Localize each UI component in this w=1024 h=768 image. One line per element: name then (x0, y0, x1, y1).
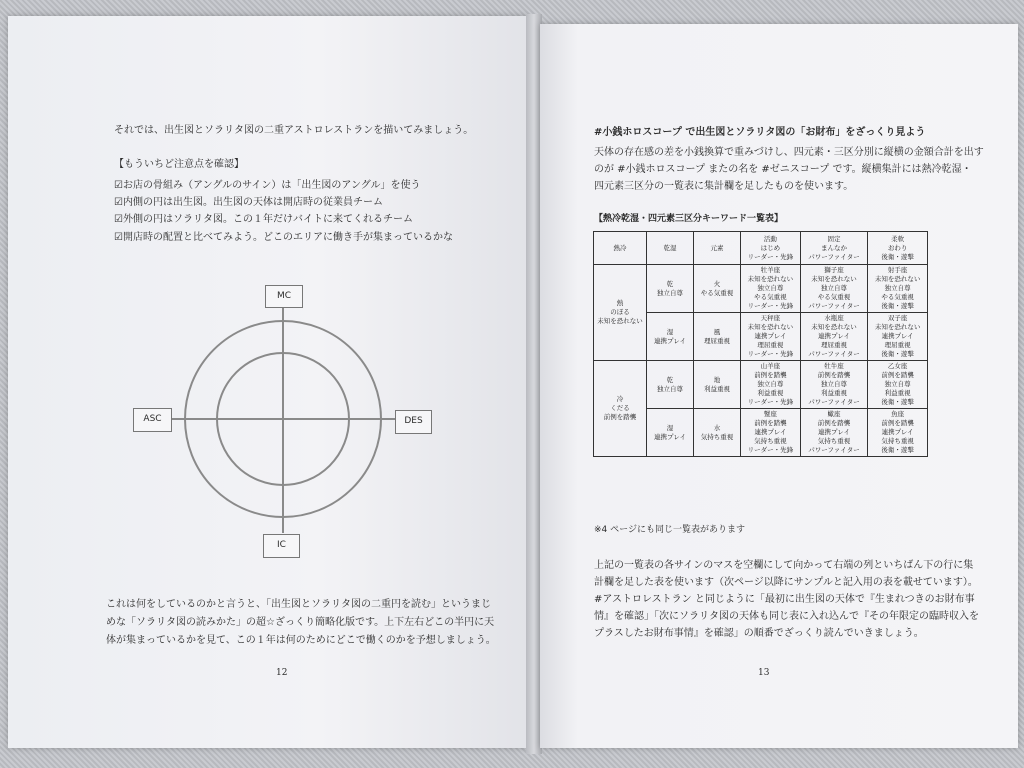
asc-label: ASC (133, 408, 172, 432)
wet-cell: 湿 連携プレイ (647, 409, 694, 457)
header-fixed: 固定 まんなか パワーファイター (800, 232, 867, 265)
sign-cell-virgo: 乙女座 前例を踏襲 独立自尊 利益重視 後衛・遊撃 (868, 361, 928, 409)
dry-cell: 乾 独立自尊 (647, 361, 694, 409)
keyword-table (593, 231, 928, 457)
right-closing-line: 情』を確認」「次にソラリタ図の天体も同じ表に入れ込んで『その年限定の臨時収入を (594, 611, 979, 622)
sign-cell-gemini: 双子座 未知を恐れない 連携プレイ 理屈重視 後衛・遊撃 (868, 313, 928, 361)
right-closing-line: #アストロレストラン と同じように「最初に出生図の天体で『生まれつきのお財布事 (594, 594, 975, 605)
water-cell: 水 気持ち重視 (694, 409, 741, 457)
sign-cell-taurus: 牡牛座 前例を踏襲 独立自尊 利益重視 パワーファイター (800, 361, 867, 409)
left-intro: それでは、出生図とソラリタ図の二重アストロレストランを描いてみましょう。 (114, 125, 474, 136)
header-element: 元素 (694, 232, 741, 265)
right-intro-line: のが #小銭ホロスコープ またの名を #ゼニスコープ です。縦横集計には熱冷乾湿・ (594, 164, 972, 175)
earth-cell: 地 利益重視 (694, 361, 741, 409)
header-hot-cold: 熱冷 (594, 232, 647, 265)
cold-cell: 冷 くだる 前例を踏襲 (594, 361, 647, 457)
mc-label: MC (265, 285, 303, 308)
checklist-title: 【もういちど注意点を確認】 (114, 159, 244, 170)
sign-cell-capricorn: 山羊座 前例を踏襲 独立自尊 利益重視 リーダー・先鋒 (741, 361, 801, 409)
sign-cell-scorpio: 蠍座 前例を踏襲 連携プレイ 気持ち重視 パワーファイター (800, 409, 867, 457)
checklist-item: ☑お店の骨組み（アングルのサイン）は「出生図のアングル」を使う (114, 180, 421, 191)
des-label: DES (395, 410, 432, 434)
header-dry-wet: 乾湿 (647, 232, 694, 265)
sign-cell-cancer: 蟹座 前例を踏襲 連携プレイ 気持ち重視 リーダー・先鋒 (741, 409, 801, 457)
right-intro-line: 天体の存在感の差を小銭換算で重みづけし、四元素・三区分別に縦横の金額合計を出す (594, 147, 984, 158)
left-closing-line: 体が集まっているかを見て、この１年は何のためにどこで働くのかを予想しましょう。 (106, 635, 496, 646)
hot-cell: 熱 のぼる 未知を恐れない (594, 265, 647, 361)
right-intro-line: 四元素三区分の一覧表に集計欄を足したものを使います。 (594, 181, 854, 192)
right-closing-line: 上記の一覧表の各サインのマスを空欄にして向かって右端の列といちばん下の行に集 (594, 560, 974, 571)
ic-label: IC (263, 534, 300, 558)
fire-cell: 火 やる気重視 (694, 265, 741, 313)
sign-cell-libra: 天秤座 未知を恐れない 連携プレイ 理屈重視 リーダー・先鋒 (741, 313, 801, 361)
header-cardinal: 活動 はじめ リーダー・先鋒 (741, 232, 801, 265)
page-number-left: 12 (276, 668, 288, 678)
sign-cell-aries: 牡羊座 未知を恐れない 独立自尊 やる気重視 リーダー・先鋒 (741, 265, 801, 313)
dry-cell: 乾 独立自尊 (647, 265, 694, 313)
sign-cell-pisces: 魚座 前例を踏襲 連携プレイ 気持ち重視 後衛・遊撃 (868, 409, 928, 457)
sign-cell-aquarius: 水瓶座 未知を恐れない 連携プレイ 理屈重視 パワーファイター (800, 313, 867, 361)
left-closing-line: これは何をしているのかと言うと、「出生図とソラリタ図の二重円を読む」というまじ (106, 599, 491, 610)
table-title: 【熱冷乾湿・四元素三区分キーワード一覧表】 (594, 214, 784, 224)
right-heading: #小銭ホロスコープ で出生図とソラリタ図の「お財布」をざっくり見よう (594, 127, 926, 138)
table-header-row (594, 232, 928, 265)
checklist-item: ☑外側の円はソラリタ図。この１年だけバイトに来てくれるチーム (114, 214, 413, 225)
page-number-right: 13 (758, 668, 770, 678)
right-closing-line: 計欄を足した表を使います（次ページ以降にサンプルと記入用の表を載せています）。 (594, 577, 978, 588)
checklist-item: ☑開店時の配置と比べてみよう。どこのエリアに働き手が集まっているかな (114, 232, 453, 243)
wet-cell: 湿 連携プレイ (647, 313, 694, 361)
air-cell: 風 理屈重視 (694, 313, 741, 361)
header-mutable: 柔軟 おわり 後衛・遊撃 (868, 232, 928, 265)
sign-cell-sagittarius: 射手座 未知を恐れない 独立自尊 やる気重視 後衛・遊撃 (868, 265, 928, 313)
left-closing-line: めな「ソラリタ図の読みかた」の超☆ざっくり簡略化版です。上下左右どこの半円に天 (106, 617, 495, 628)
right-closing-line: プラスしたお財布事情』を確認」の順番でざっくり読んでいきましょう。 (594, 628, 924, 639)
checklist-item: ☑内側の円は出生図。出生図の天体は開店時の従業員チーム (114, 197, 383, 208)
table-row-fire (594, 265, 928, 313)
table-note: ※4 ページにも同じ一覧表があります (594, 525, 745, 535)
table-row-earth (594, 361, 928, 409)
sign-cell-leo: 獅子座 未知を恐れない 独立自尊 やる気重視 パワーファイター (800, 265, 867, 313)
